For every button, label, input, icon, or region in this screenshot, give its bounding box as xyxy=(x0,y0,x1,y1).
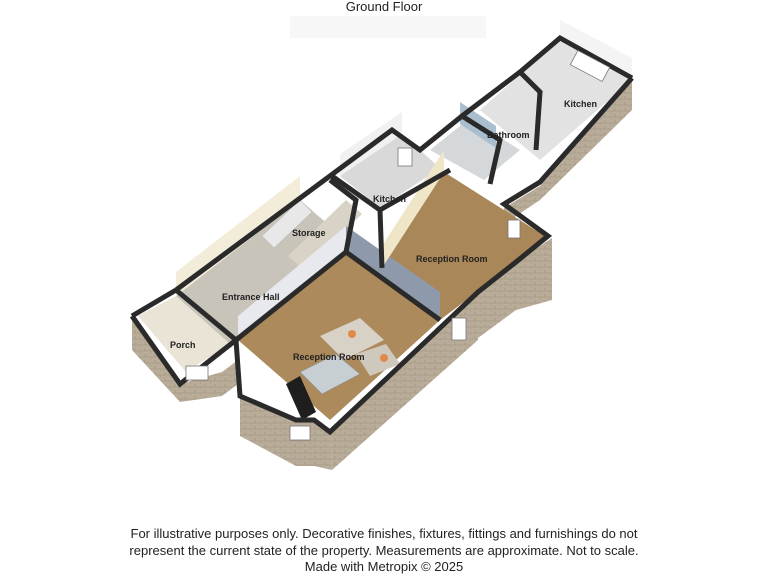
label-kitchen-front: Kitchen xyxy=(373,194,407,204)
partition-reception-rear xyxy=(380,210,382,268)
bay-rear-window xyxy=(508,220,520,238)
cushion-orange-2 xyxy=(380,354,388,362)
label-bathroom: Bathroom xyxy=(487,130,530,140)
bay-side-window xyxy=(452,318,466,340)
porch-window xyxy=(186,366,208,380)
floor-title: Ground Floor xyxy=(345,0,423,14)
label-kitchen-rear: Kitchen xyxy=(564,99,598,109)
label-reception-rear: Reception Room xyxy=(416,254,488,264)
kitchen-front-window xyxy=(398,148,412,166)
disclaimer-line-1: For illustrative purposes only. Decorative finishes, fixtures, fittings and furnishings do not xyxy=(130,526,638,541)
disclaimer-line-3: Made with Metropix © 2025 xyxy=(304,559,464,574)
label-entrance-hall: Entrance Hall xyxy=(222,292,280,302)
label-storage: Storage xyxy=(292,228,326,238)
front-bay-window xyxy=(290,426,310,440)
label-porch: Porch xyxy=(170,340,196,350)
cushion-orange xyxy=(348,330,356,338)
label-reception-front: Reception Room xyxy=(293,352,365,362)
disclaimer xyxy=(0,526,768,576)
disclaimer-line-2: represent the current state of the property. Measurements are approximate. Not to scale. xyxy=(129,542,639,558)
